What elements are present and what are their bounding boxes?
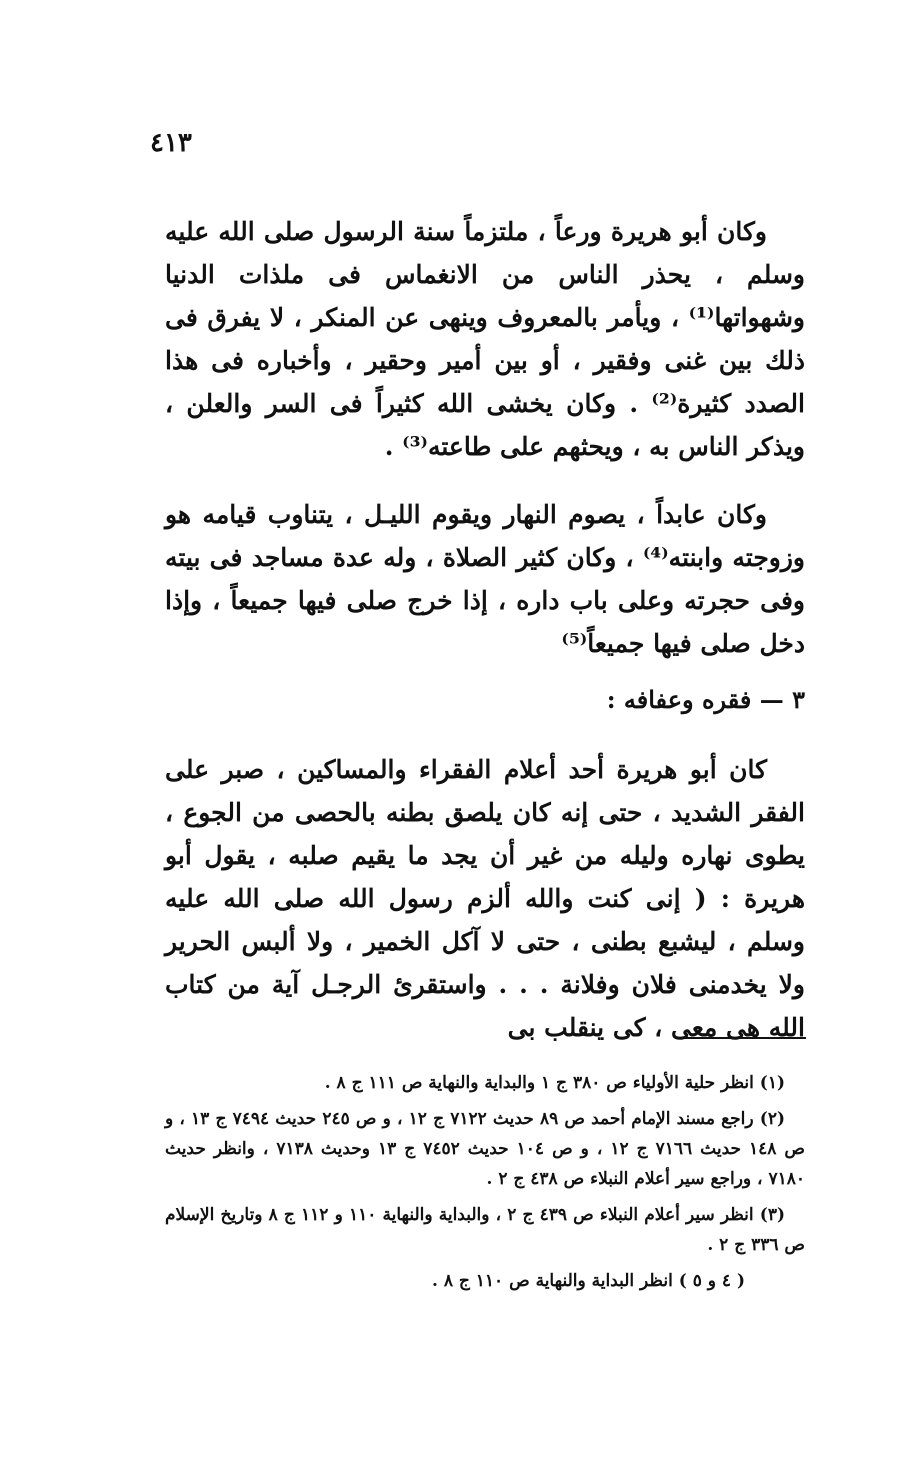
footnote-2: (٢) راجع مسند الإمام أحمد ص ٨٩ حديث ٧١٢٢ ج ١٢ ، و ص ٢٤٥ حديث ٧٤٩٤ ج ١٣ ، و ص ١٤٨ حديث ٧١٦٦ ج ١٢ ، و ص ١٠٤ حديث ٧٤٥٢ ج ١٣ وحديث ٧١٣٨ ، وانظر حديث ٧١٨٠ ، وراجع سير أعلام النبلاء ص ٤٣٨ ج ٢ . (165, 1109, 805, 1189)
paragraph-2-text: وكان عابداً ، يصوم النهار ويقوم الليـل ، يتناوب قيامه هو وزوجته وابنته⁽⁴⁾ ، وكان كثير الصلاة ، وله عدة مساجد فى بيته وفى حجرته وعلى باب داره ، إذا خرج صلى فيها جميعاً ، وإذا دخل صلى فيها جميعاً⁽⁵⁾ (165, 500, 806, 658)
footnote-4-5: ( ٤ و ٥ ) انظر البداية والنهاية ص ١١٠ ج ٨ . (431, 1271, 745, 1291)
footnote-1: (١) انظر حلية الأولياء ص ٣٨٠ ج ١ والبداية والنهاية ص ١١١ ج ٨ . (324, 1073, 785, 1093)
footnotes (165, 1068, 805, 1302)
paragraph-1-text: وكان أبو هريرة ورعاً ، ملتزماً سنة الرسول صلى الله عليه وسلم ، يحذر الناس من الانغماس فى ملذات الدنيا وشهواتها⁽¹⁾ ، ويأمر بالمعروف وينهى عن المنكر ، لا يفرق فى ذلك بين غنى وفقير ، أو بين أمير وحقير ، وأخباره فى هذا الصدد كثيرة⁽²⁾ . وكان يخشى الله كثيراً فى السر والعلن ، ويذكر الناس به ، ويحثهم على طاعته⁽³⁾ . (165, 217, 805, 461)
paragraph-3 (165, 748, 805, 1049)
footnote-divider (680, 1037, 806, 1039)
footnote-3: (٣) انظر سير أعلام النبلاء ص ٤٣٩ ج ٢ ، والبداية والنهاية ١١٠ و ١١٢ ج ٨ وتاريخ الإسلام ص ٣٣٦ ج ٢ . (165, 1205, 805, 1255)
page-number: ٤١٣ (150, 128, 192, 158)
paragraph-3-text: كان أبو هريرة أحد أعلام الفقراء والمساكين ، صبر على الفقر الشديد ، حتى إنه كان يلصق بطنه بالحصى من الجوع ، يطوى نهاره وليله من غير أن يجد ما يقيم صلبه ، يقول أبو هريرة : ( إنى كنت والله ألزم رسول الله صلى الله عليه وسلم ، ليشبع بطنى ، حتى لا آكل الخمير ، ولا ألبس الحرير ولا يخدمنى فلان وفلانة . . . واستقرئ الرجـل آية من كتاب الله هى معى ، كى ينقلب بى (165, 755, 805, 1042)
paragraph-1 (165, 210, 805, 468)
paragraph-2 (165, 493, 805, 665)
section-heading: ٣ — فقره وعفافه : (606, 685, 805, 714)
